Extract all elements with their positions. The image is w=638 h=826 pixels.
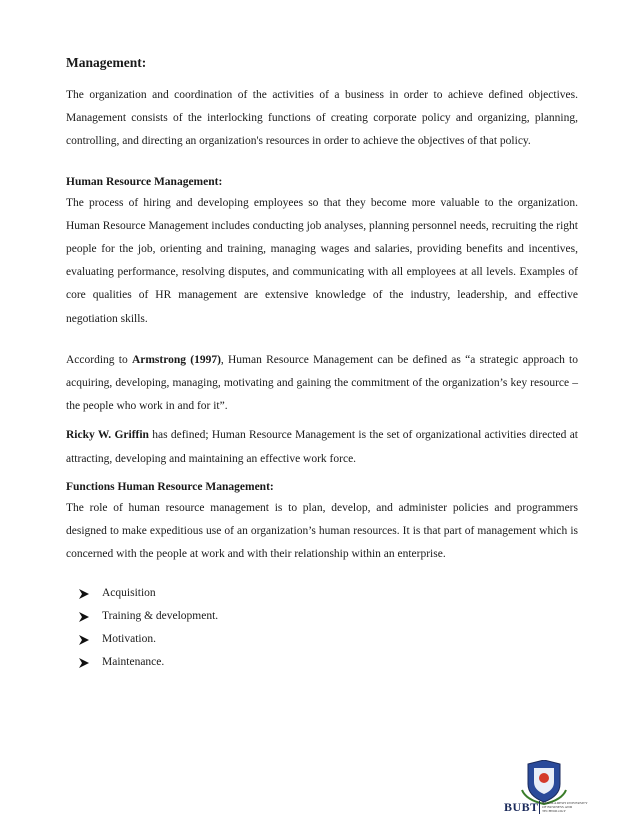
list-item xyxy=(78,651,578,674)
management-heading: Management: xyxy=(66,55,147,70)
university-logo-subtext: BANGLADESH UNIVERSITY OF BUSINESS AND TECHNOLOGY xyxy=(539,801,590,814)
griffin-definition: has defined; Human Resource Management is the set of organizational activities directed at attracting, developing and maintaining an effective work force. xyxy=(66,429,578,465)
management-paragraph: The organization and coordination of the activities of a business in order to achieve defined objectives. Management consists of the interlocking functions of creating corporate policy and organizing, planning, controlling, and directing an organization's resources in order to achieve the objectives of that policy. xyxy=(66,89,578,148)
list-item-label: Maintenance. xyxy=(102,656,165,669)
list-item xyxy=(78,628,578,651)
arrow-bullet-icon xyxy=(78,611,90,623)
document-content xyxy=(66,54,578,674)
arrow-bullet-icon xyxy=(78,657,90,669)
arrow-bullet-icon xyxy=(78,588,90,600)
hrm-heading: Human Resource Management: xyxy=(66,175,223,188)
list-item-label: Motivation. xyxy=(102,633,156,646)
armstrong-paragraph xyxy=(66,349,578,419)
armstrong-definition: , Human Resource Management can be defined as “a strategic approach to acquiring, developing, managing, motivating and gaining the commitment of the organization’s key resource – the people who work in and for it”. xyxy=(66,353,578,413)
university-logo-text: BUBT xyxy=(504,800,539,814)
griffin-author: Ricky W. Griffin xyxy=(66,429,149,442)
hrm-paragraph: The process of hiring and developing employees so that they become more valuable to the organization. Human Resource Management includes conducting job analyses, planning personnel needs, recruiting the right people for the job, orienting and training, managing wages and salaries, providing benefits and incentives, evaluating performance, resolving disputes, and communicating with all employees at all levels. Examples of core qualities of HR management are extensive knowledge of the industry, leadership, and effective negotiation skills. xyxy=(66,196,578,325)
list-item xyxy=(78,605,578,628)
list-item-label: Acquisition xyxy=(102,587,156,600)
functions-paragraph: The role of human resource management is to plan, develop, and administer policies and programmers designed to make expeditious use of an organization’s human resources. It is that part of management which is concerned with the people at work and with their relationship within an enterprise. xyxy=(66,501,578,561)
arrow-bullet-icon xyxy=(78,634,90,646)
list-item xyxy=(78,582,578,605)
functions-list xyxy=(66,582,578,674)
functions-heading: Functions Human Resource Management: xyxy=(66,480,274,493)
armstrong-author: Armstrong (1997) xyxy=(131,353,221,366)
list-item-label: Training & development. xyxy=(102,610,219,623)
griffin-paragraph xyxy=(66,424,578,470)
armstrong-prefix: According to xyxy=(66,353,132,366)
